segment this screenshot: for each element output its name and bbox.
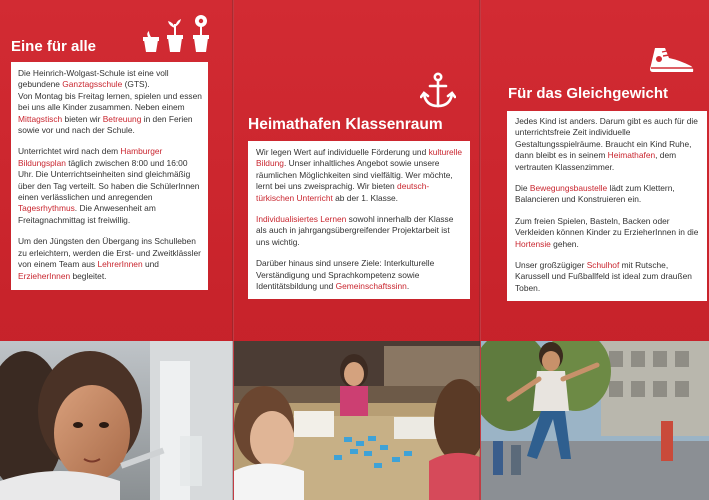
panel1-paragraph-2 — [18, 146, 202, 226]
photo-schoolyard — [481, 341, 709, 500]
body-text-run: Die — [515, 183, 530, 194]
panel2-paragraph-3 — [256, 258, 463, 292]
panel3-heading: Für das Gleichgewicht — [508, 85, 669, 102]
body-text-run: täglich zwischen 8:00 und 16:00 Uhr. Die Unterrichtseinheiten sind gleichmäßig über den Tag verteilt. So haben die SchülerInnen einen verlässlichen und anregenden — [18, 157, 200, 203]
highlighted-term: Hamburger Bildungsplan — [18, 146, 163, 168]
highlighted-term: deutsch-türkischen Unterricht — [256, 181, 430, 203]
photo-child-eating — [0, 341, 233, 500]
panel2-textbox — [248, 141, 470, 299]
panel1-heading: Eine für alle — [11, 38, 97, 55]
highlighted-term: kulturelle Bildung — [256, 147, 463, 169]
body-text-run: ab der 1. Klasse. — [332, 192, 398, 203]
body-text-run: Jedes Kind ist anders. Darum gibt es auch für die unterrichtsfreie Zeit individuelle Gestaltungsspielräume. Braucht ein Kind Ruhe, dann bleibt es in seinem — [515, 116, 698, 161]
panel1-paragraph-3 — [18, 236, 202, 282]
highlighted-term: Individualisiertes Lernen — [256, 214, 347, 225]
highlighted-term: Mittagstisch — [18, 113, 63, 124]
body-text-run: . Die Anwesenheit am Freitagnachmittag ist freiwillig. — [18, 203, 156, 225]
body-text-run: sowohl innerhalb der Klasse als auch in jahrgangsübergreifender Projektarbeit ist uns wichtig. — [256, 214, 454, 247]
panel3-paragraph-1 — [515, 116, 701, 173]
panel-gleichgewicht — [481, 0, 709, 500]
body-text-run: Darüber hinaus sind unsere Ziele: Interkulturelle Verständigung und Sprachkompetenz sowie Identitätsbildung und — [256, 258, 435, 292]
highlighted-term: Gemeinschaftssinn — [335, 281, 407, 292]
body-text-run: begleitet. — [70, 270, 107, 281]
sneaker-icon — [649, 44, 695, 76]
highlighted-term: Hortensie — [515, 238, 551, 249]
flower-pots-icon — [140, 14, 216, 54]
body-text-run: Unser großzügiger — [515, 260, 587, 271]
panel3-textbox — [507, 111, 707, 301]
panel-heimathafen — [234, 0, 480, 500]
highlighted-term: ErzieherInnen — [18, 270, 71, 281]
body-text-run: Unterrichtet wird nach dem — [18, 146, 121, 157]
panel2-paragraph-2 — [256, 214, 463, 248]
photo-classroom — [234, 341, 480, 500]
body-text-run: Um den Jüngsten den Übergang ins Schulleben zu erleichtern, werden die Erst- und Zweitklässler von einem Team aus — [18, 236, 201, 270]
highlighted-term: Schulhof — [586, 260, 620, 271]
highlighted-term: Betreuung — [102, 113, 142, 124]
body-text-run: mit Rutsche, Karussell und Fußballfeld ist ideal zum draußen Toben. — [515, 260, 692, 293]
panel3-paragraph-2 — [515, 183, 701, 206]
body-text-run: . Unser inhaltliches Angebot sowie unsere räumlichen Möglichkeiten sind vielfältig. Wer möchte, lernt bei uns zweisprachig. Wir bieten — [256, 158, 453, 192]
highlighted-term: Tagesrhythmus — [18, 203, 75, 214]
body-text-run: . — [406, 281, 410, 292]
panel1-textbox — [11, 62, 208, 290]
panel-eine-fuer-alle — [0, 0, 233, 500]
panel3-paragraph-3 — [515, 216, 701, 250]
body-text-run: Die Heinrich-Wolgast-Schule ist eine voll gebundene — [18, 68, 169, 90]
panel1-paragraph-1 — [18, 68, 202, 136]
body-text-run: (GTS). — [122, 79, 150, 90]
body-text-run: , dem vertrauten Klassenzimmer. — [515, 150, 677, 172]
body-text-run: lädt zum Klettern, Balancieren und Konstruieren ein. — [515, 183, 675, 205]
highlighted-term: Bewegungsbaustelle — [529, 183, 608, 194]
body-text-run: Von Montag bis Freitag lernen, spielen und essen bei uns alle Kinder zusammen. Neben einem — [18, 90, 202, 113]
anchor-icon — [420, 72, 456, 110]
body-text-run: Zum freien Spielen, Basteln, Backen oder Verkleiden können Kinder zu ErzieherInnen in die — [515, 215, 699, 238]
body-text-run: bieten wir — [62, 113, 103, 124]
body-text-run: Wir legen Wert auf individuelle Förderung und — [256, 147, 429, 157]
panel2-paragraph-1 — [256, 147, 463, 204]
body-text-run: in den Ferien sowie vor und nach der Schule. — [18, 113, 193, 136]
highlighted-term: LehrerInnen — [97, 259, 143, 270]
highlighted-term: Heimathafen — [607, 150, 656, 161]
panel2-heading: Heimathafen Klassenraum — [248, 116, 443, 133]
body-text-run: gehen. — [550, 238, 579, 249]
highlighted-term: Ganztagsschule — [62, 79, 123, 90]
body-text-run: und — [142, 259, 159, 270]
panel3-paragraph-4 — [515, 260, 701, 294]
